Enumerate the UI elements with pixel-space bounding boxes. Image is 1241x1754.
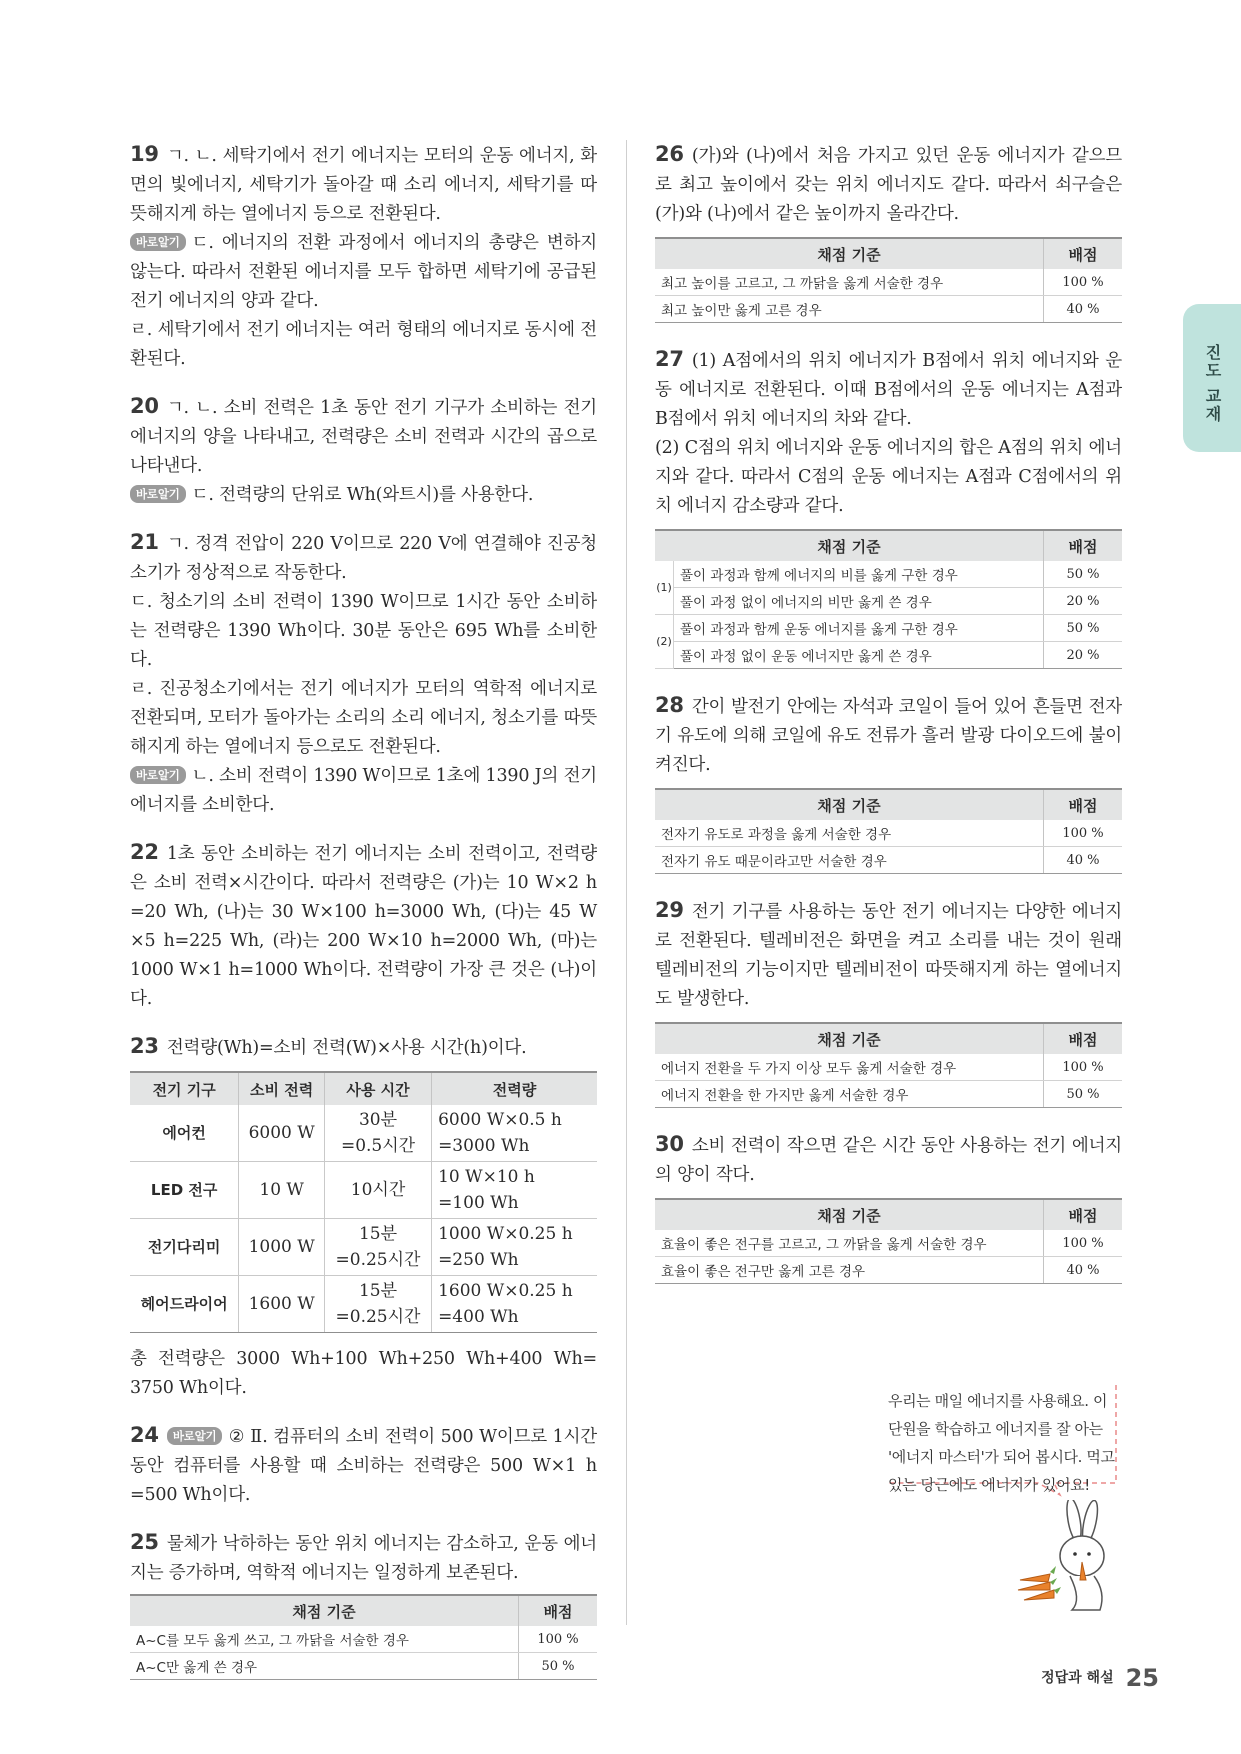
answer-text: ㄱ. 정격 전압이 220 V이므로 220 V에 연결해야 진공청소기가 정상적으로 작동한다. (130, 534, 597, 583)
answer-text: 물체가 낙하하는 동안 위치 에너지는 감소하고, 운동 에너지는 증가하며, 역학적 에너지는 일정하게 보존된다. (130, 1534, 597, 1583)
grading-table-28 (655, 788, 1122, 874)
energy-result: =100 Wh (438, 1193, 519, 1213)
question-19 (130, 140, 597, 374)
table-row (655, 847, 1122, 874)
table-row (130, 1276, 597, 1333)
score-cell: 20 % (1044, 588, 1123, 615)
time-value: 30분 (358, 1110, 398, 1130)
answer-text: 전기 기구를 사용하는 동안 전기 에너지는 다양한 에너지로 전환된다. 텔레비전은 화면을 켜고 소리를 내는 것이 원래 텔레비전의 기능이지만 텔레비전이 따뜻해지게 하는 열에너지도 발생한다. (655, 902, 1122, 1009)
criteria-header: 채점 기준 (655, 1023, 1044, 1054)
question-number: 26 (655, 142, 684, 166)
answer-text: 소비 전력이 작으면 같은 시간 동안 사용하는 전기 에너지의 양이 작다. (655, 1136, 1122, 1185)
criteria-cell: A~C를 모두 옳게 쓰고, 그 까닭을 서술한 경우 (130, 1626, 519, 1653)
table-row (130, 1162, 597, 1219)
table-row (655, 561, 1122, 588)
table-row (655, 269, 1122, 296)
question-25 (130, 1528, 597, 1588)
question-number: 27 (655, 347, 684, 371)
grading-table-25 (130, 1594, 597, 1680)
col-header: 전력량 (432, 1072, 597, 1105)
question-21 (130, 528, 597, 820)
score-cell: 40 % (1044, 847, 1123, 874)
criteria-header: 채점 기준 (655, 1199, 1044, 1230)
answer-text: (1) A점에서의 위치 에너지가 B점에서 위치 에너지와 운동 에너지로 전환된다. 이때 B점에서의 운동 에너지는 A점과 B점에서 위치 에너지의 차와 같다. (655, 351, 1122, 429)
criteria-cell: 에너지 전환을 두 가지 이상 모두 옳게 서술한 경우 (655, 1054, 1044, 1081)
rabbit-mascot-icon (1010, 1500, 1120, 1615)
answer-text: 총 전력량은 3000 Wh+100 Wh+250 Wh+400 Wh= 3750 Wh이다. (130, 1349, 597, 1398)
col-header: 소비 전력 (239, 1072, 325, 1105)
score-header: 배점 (1044, 1023, 1123, 1054)
question-number: 23 (130, 1034, 159, 1058)
energy-result: =250 Wh (438, 1250, 519, 1270)
answer-text: ㄴ. 소비 전력이 1390 W이므로 1초에 1390 J의 전기 에너지를 소비한다. (130, 766, 597, 815)
time-value: 15분 (358, 1281, 398, 1301)
time-value: 15분 (358, 1224, 398, 1244)
criteria-header: 채점 기준 (655, 530, 1044, 561)
table-row (655, 588, 1122, 615)
question-number: 25 (130, 1530, 159, 1554)
grading-table-30 (655, 1198, 1122, 1284)
left-column (130, 140, 597, 1702)
energy-cell (432, 1162, 597, 1219)
criteria-header: 채점 기준 (655, 789, 1044, 820)
score-cell: 50 % (1044, 615, 1123, 642)
question-27 (655, 345, 1122, 521)
time-converted: =0.25시간 (335, 1307, 421, 1327)
table-row (130, 1105, 597, 1162)
time-converted: =0.5시간 (340, 1136, 416, 1156)
question-number: 19 (130, 142, 159, 166)
score-cell: 40 % (1044, 1257, 1123, 1284)
question-number: 29 (655, 898, 684, 922)
device-cell: 헤어드라이어 (130, 1276, 239, 1333)
time-cell (324, 1162, 431, 1219)
answer-text: 전력량(Wh)=소비 전력(W)×사용 시간(h)이다. (166, 1038, 527, 1058)
question-24 (130, 1421, 597, 1510)
side-tab-label: 진도 교재 (1203, 344, 1222, 424)
score-cell: 100 % (519, 1626, 598, 1653)
score-cell: 50 % (1044, 1081, 1123, 1108)
table-row (130, 1653, 597, 1680)
score-header: 배점 (1044, 789, 1123, 820)
table-row (130, 1626, 597, 1653)
power-cell: 6000 W (239, 1105, 325, 1162)
answer-text: ② Ⅱ. 컴퓨터의 소비 전력이 500 W이므로 1시간 동안 컴퓨터를 사용할 때 소비하는 전력량은 500 W×1 h =500 Wh이다. (130, 1427, 597, 1505)
question-30 (655, 1130, 1122, 1190)
answer-text: 1초 동안 소비하는 전기 에너지는 소비 전력이고, 전력량은 소비 전력×시간이다. 따라서 전력량은 (가)는 10 W×2 h =20 Wh, (나)는 30 W×100 h=3000 Wh, (다)는 45 W ×5 h=225 Wh, (라)는 200 W×10 h=2000 Wh, (마)는 1000 W×1 h=1000 Wh이다. 전력량이 가장 큰 것은 (나)이다. (130, 844, 597, 1009)
question-29 (655, 896, 1122, 1014)
question-28 (655, 691, 1122, 780)
correction-tag: 바로알기 (130, 233, 186, 251)
answer-text: ㄷ. 청소기의 소비 전력이 1390 W이므로 1시간 동안 소비하는 전력량은 1390 Wh이다. 30분 동안은 695 Wh를 소비한다. (130, 592, 597, 670)
answer-text: ㄹ. 진공청소기에서는 전기 에너지가 모터의 역학적 에너지로 전환되며, 모터가 돌아가는 소리의 소리 에너지, 청소기를 따뜻해지게 하는 열에너지 등으로도 전환된다. (130, 679, 597, 757)
score-cell: 40 % (1044, 296, 1123, 323)
energy-result: =400 Wh (438, 1307, 519, 1327)
table-row (655, 615, 1122, 642)
score-cell: 100 % (1044, 820, 1123, 847)
criteria-cell: 효율이 좋은 전구를 고르고, 그 까닭을 옳게 서술한 경우 (655, 1230, 1044, 1257)
footer-label: 정답과 해설 (1041, 1670, 1114, 1686)
energy-formula: 6000 W×0.5 h (438, 1110, 562, 1130)
col-header: 사용 시간 (324, 1072, 431, 1105)
bubble-text: 우리는 매일 에너지를 사용해요. 이 단원을 학습하고 에너지를 잘 아는 '에너지 마스터'가 되어 봅시다. 먹고 있는 당근에도 에너지가 있어요! (888, 1392, 1115, 1494)
score-header: 배점 (1044, 1199, 1123, 1230)
answer-text: (가)와 (나)에서 처음 가지고 있던 운동 에너지가 같으므로 최고 높이에서 갖는 위치 에너지도 같다. 따라서 쇠구슬은 (가)와 (나)에서 같은 높이까지 올라간다. (655, 146, 1122, 224)
time-cell (324, 1219, 431, 1276)
device-cell: 에어컨 (130, 1105, 239, 1162)
energy-formula: 1000 W×0.25 h (438, 1224, 573, 1244)
energy-cell (432, 1219, 597, 1276)
grading-table-29 (655, 1022, 1122, 1108)
speech-bubble (878, 1383, 1118, 1503)
answer-text: ㄱ. ㄴ. 세탁기에서 전기 에너지는 모터의 운동 에너지, 화면의 빛에너지, 세탁기가 돌아갈 때 소리 에너지, 세탁기를 따뜻해지게 하는 열에너지 등으로 전환된다. (130, 146, 597, 224)
question-number: 24 (130, 1423, 159, 1447)
question-number: 22 (130, 840, 159, 864)
criteria-cell: 전자기 유도 때문이라고만 서술한 경우 (655, 847, 1044, 874)
answer-text: 간이 발전기 안에는 자석과 코일이 들어 있어 흔들면 전자기 유도에 의해 코일에 유도 전류가 흘러 발광 다이오드에 불이 켜진다. (655, 697, 1122, 775)
criteria-cell: 최고 높이만 옳게 고른 경우 (655, 296, 1044, 323)
score-cell: 50 % (519, 1653, 598, 1680)
score-cell: 50 % (1044, 561, 1123, 588)
power-cell: 1600 W (239, 1276, 325, 1333)
score-cell: 100 % (1044, 269, 1123, 296)
answer-text: (2) C점의 위치 에너지와 운동 에너지의 합은 A점의 위치 에너지와 같다. 따라서 C점의 운동 에너지는 A점과 C점에서의 위치 에너지 감소량과 같다. (655, 438, 1122, 516)
table-row (655, 820, 1122, 847)
right-column (655, 140, 1122, 1306)
power-cell: 10 W (239, 1162, 325, 1219)
table-row (655, 1081, 1122, 1108)
table-row (130, 1219, 597, 1276)
column-divider (626, 140, 627, 1625)
answer-text: ㄱ. ㄴ. 소비 전력은 1초 동안 전기 기구가 소비하는 전기 에너지의 양을 나타내고, 전력량은 소비 전력과 시간의 곱으로 나타낸다. (130, 398, 597, 476)
question-number: 30 (655, 1132, 684, 1156)
criteria-cell: 전자기 유도로 과정을 옳게 서술한 경우 (655, 820, 1044, 847)
table-row (655, 296, 1122, 323)
time-converted: =0.25시간 (335, 1250, 421, 1270)
score-header: 배점 (1044, 238, 1123, 269)
criteria-cell: 최고 높이를 고르고, 그 까닭을 옳게 서술한 경우 (655, 269, 1044, 296)
criteria-header: 채점 기준 (130, 1595, 519, 1626)
energy-cell (432, 1105, 597, 1162)
grading-table-26 (655, 237, 1122, 323)
criteria-cell: 풀이 과정 없이 운동 에너지만 옳게 쓴 경우 (674, 642, 1044, 669)
energy-cell (432, 1276, 597, 1333)
question-22 (130, 838, 597, 1014)
time-value: 10시간 (350, 1180, 406, 1200)
score-cell: 100 % (1044, 1054, 1123, 1081)
device-cell: 전기다리미 (130, 1219, 239, 1276)
group-label: (2) (655, 615, 674, 669)
correction-tag: 바로알기 (130, 766, 186, 784)
table-row (655, 1054, 1122, 1081)
question-number: 20 (130, 394, 159, 418)
table-row (655, 1230, 1122, 1257)
energy-formula: 1600 W×0.25 h (438, 1281, 573, 1301)
grading-table-27 (655, 529, 1122, 669)
criteria-cell: 풀이 과정과 함께 운동 에너지를 옳게 구한 경우 (674, 615, 1044, 642)
score-cell: 20 % (1044, 642, 1123, 669)
energy-result: =3000 Wh (438, 1136, 530, 1156)
side-tab (1183, 304, 1241, 452)
answer-text: ㄷ. 전력량의 단위로 Wh(와트시)를 사용한다. (191, 485, 534, 505)
correction-tag: 바로알기 (130, 485, 186, 503)
table-row (655, 1257, 1122, 1284)
question-20 (130, 392, 597, 510)
criteria-cell: 풀이 과정과 함께 에너지의 비를 옳게 구한 경우 (674, 561, 1044, 588)
correction-tag: 바로알기 (167, 1427, 223, 1445)
criteria-cell: 효율이 좋은 전구만 옳게 고른 경우 (655, 1257, 1044, 1284)
score-header: 배점 (519, 1595, 598, 1626)
time-cell (324, 1276, 431, 1333)
device-cell: LED 전구 (130, 1162, 239, 1219)
page-number: 25 (1125, 1664, 1159, 1692)
question-26 (655, 140, 1122, 229)
power-table (130, 1071, 597, 1333)
col-header: 전기 기구 (130, 1072, 239, 1105)
group-label: (1) (655, 561, 674, 615)
answer-text: ㄹ. 세탁기에서 전기 에너지는 여러 형태의 에너지로 동시에 전환된다. (130, 320, 597, 369)
question-23 (130, 1032, 597, 1063)
question-23-total (130, 1345, 597, 1403)
criteria-cell: A~C만 옳게 쓴 경우 (130, 1653, 519, 1680)
time-cell (324, 1105, 431, 1162)
criteria-cell: 풀이 과정 없이 에너지의 비만 옳게 쓴 경우 (674, 588, 1044, 615)
page-footer (1041, 1664, 1159, 1692)
energy-formula: 10 W×10 h (438, 1167, 535, 1187)
answer-text: ㄷ. 에너지의 전환 과정에서 에너지의 총량은 변하지 않는다. 따라서 전환된 에너지를 모두 합하면 세탁기에 공급된 전기 에너지의 양과 같다. (130, 233, 597, 311)
power-cell: 1000 W (239, 1219, 325, 1276)
question-number: 28 (655, 693, 684, 717)
criteria-header: 채점 기준 (655, 238, 1044, 269)
score-header: 배점 (1044, 530, 1123, 561)
criteria-cell: 에너지 전환을 한 가지만 옳게 서술한 경우 (655, 1081, 1044, 1108)
question-number: 21 (130, 530, 159, 554)
score-cell: 100 % (1044, 1230, 1123, 1257)
table-row (655, 642, 1122, 669)
